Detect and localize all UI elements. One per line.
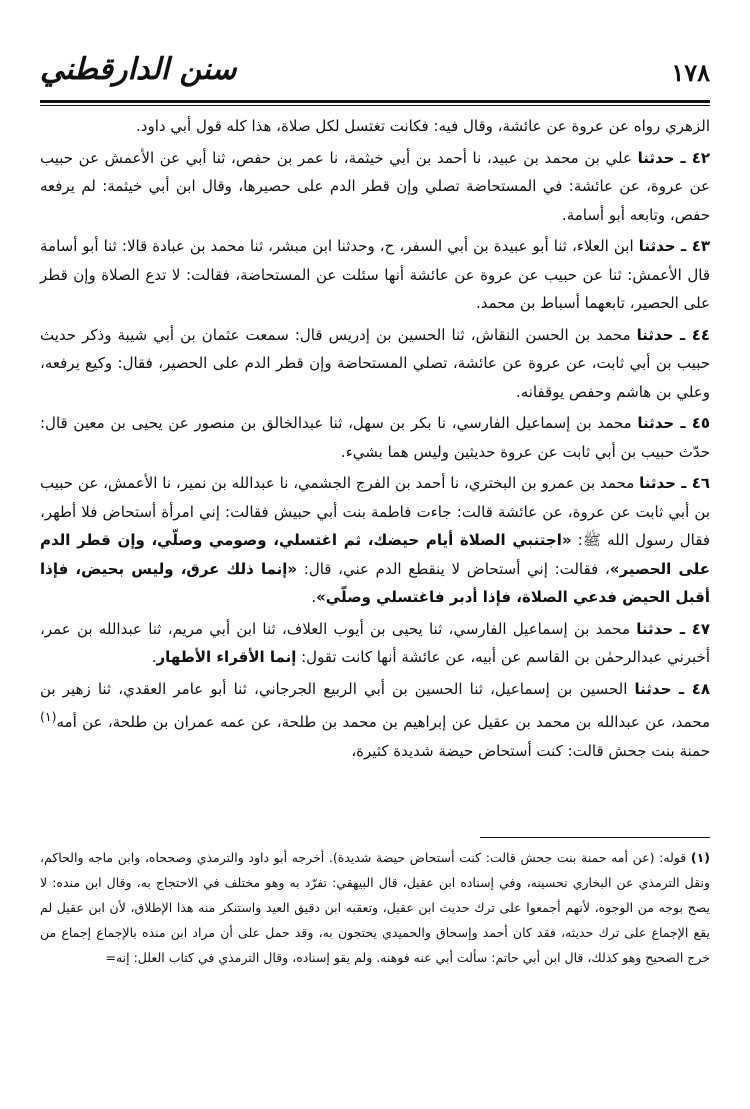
hadith-number: ٤٣ ـ حدثنا — [638, 237, 710, 255]
hadith-text: الحسين بن إسماعيل، ثنا الحسين بن أبي الربيع الجرجاني، ثنا أبو عامر العقدي، ثنا زهير بن محمد، عن عبدالله بن محمد بن عقيل عن إبراهيم بن محمد بن طلحة، عن عمه عمران بن طلحة، عن أمه — [40, 679, 710, 731]
footnote-marker: (١) — [690, 850, 710, 865]
hadith-number: ٤٢ ـ حدثنا — [637, 148, 710, 167]
hadith-text: حمنة بنت جحش قالت: كنت أستحاض حيضة شديدة كثيرة، — [351, 741, 710, 760]
hadith-number: ٤٦ ـ حدثنا — [639, 474, 711, 492]
hadith-text: محمد بن إسماعيل الفارسي، نا بكر بن سهل، ثنا عبدالخالق بن منصور عن يحيى بن معين قال: حدّث حبيب بن أبي ثابت عن عروة حديثين وليس هما بشيء. — [40, 414, 710, 461]
page-header — [40, 48, 710, 110]
hadith-text: محمد بن إسماعيل الفارسي، ثنا يحيى بن أيوب العلاف، ثنا ابن أبي مريم، ثنا عبدالله بن عمر، أخبرني عبدالرحمٰن بن القاسم عن أبيه، عن عائشة أنها كانت تقول: — [40, 619, 710, 666]
book-title: سنن الدارقطني — [40, 52, 237, 87]
header-rule — [40, 100, 710, 106]
prophetic-quote: «إنما ذلك عرق، وليس بحيض، فإذا أقبل الحيض فدعي الصلاة، فإذا أدبر فاغتسلي وصلّي» — [40, 559, 710, 606]
prophetic-quote: «اجتنبي الصلاة أيام حيضك، ثم اغتسلي، وصومي وصلّي، وإن قطر الدم على الحصير» — [40, 531, 710, 578]
hadith-text: محمد بن الحسن النقاش، ثنا الحسين بن إدريس قال: سمعت عثمان بن أبي شيبة وذكر حديث حبيب بن أبي ثابت، عن عروة عن عائشة، تصلي المستحاضة وإن قطر الدم على الحصير، فقال: وكيع يرفعه، وعلي بن هاشم وحفص يوقفانه. — [40, 325, 710, 401]
footnote — [40, 845, 710, 970]
hadith-text: علي بن محمد بن عبيد، نا أحمد بن أبي خيثمة، نا عمر بن حفص، ثنا أبي عن الأعمش عن حبيب عن عروة، عن عائشة: في المستحاضة تصلي وإن قطر الدم على حصيرها، وقال ابن أبي خيثمة: لم يرفعه حفص، وتابعه أبو أسامة. — [40, 148, 710, 224]
footnote-text: قوله: (عن أمه حمنة بنت جحش قالت: كنت أستحاض حيضة شديدة). أخرجه أبو داود والترمذي وصححاه، وابن ماجه والحاكم، ونقل الترمذي عن البخاري تحسينه، وفي إسناده ابن عقيل، قال البيهقي: تفرّد به وهو مختلف في الاحتجاج به، وقال ابن منده: لا يصح بوجه من الوجوه، لأنهم أجمعوا على ترك حديث ابن عقيل، وتعقبه ابن دقيق العيد واستنكر منه هذا الإطلاق، لأن ابن عقيل لم يقع الإجماع على ترك حديثه، فقد كان أحمد وإسحاق والحميدي يحتجون به، وقد حمل على أن مراد ابن منده بالإجماع إجماع من خرج الصحيح وهو كذلك، قال ابن أبي حاتم: سألت أبي عنه فوهنه. ولم يقو إسناده، وقال الترمذي في كتاب العلل: إنه= — [40, 850, 710, 965]
main-text — [40, 112, 710, 768]
hadith-47 — [40, 615, 710, 672]
quote-text: إنما الأقراء الأطهار — [156, 648, 297, 666]
hadith-text: ابن العلاء، ثنا أبو عبيدة بن أبي السفر، ح، وحدثنا ابن مبشر، ثنا محمد بن عبادة قالا: ثنا أبو أسامة قال الأعمش: ثنا عن حبيب عن عروة عن عائشة أنها سئلت عن المستحاضة، فقالت: لا تدع الصلاة وإن قطر على الحصير، تابعهما أسباط بن محمد. — [40, 237, 710, 312]
footnote-paragraph — [40, 845, 710, 970]
hadith-48 — [40, 675, 710, 766]
page-number: ١٧٨ — [671, 58, 710, 87]
hadith-number: ٤٨ ـ حدثنا — [634, 679, 711, 698]
hadith-text: ، فقالت: إني أستحاض لا ينقطع الدم عني، قال: — [297, 559, 610, 578]
footnote-rule — [480, 837, 710, 838]
footnote-reference[interactable]: (١) — [40, 709, 57, 724]
hadith-44 — [40, 321, 710, 407]
paragraph-text: الزهري رواه عن عروة عن عائشة، وقال فيه: فكانت تغتسل لكل صلاة، هذا كله قول أبي داود. — [136, 117, 710, 135]
hadith-number: ٤٤ ـ حدثنا — [636, 325, 710, 344]
hadith-text: محمد بن عمرو بن البختري، نا أحمد بن الفرج الجشمي، نا عبدالله بن نمير، نا الأعمش، عن حبيب بن أبي ثابت عن عروة، عن عائشة قالت: جاءت فاطمة بنت أبي حبيش فقالت: إني امرأة أستحاض فلا أطهر، فقال رسول الله ﷺ: — [40, 474, 710, 549]
hadith-42 — [40, 144, 710, 230]
hadith-45 — [40, 409, 710, 466]
hadith-number: ٤٧ ـ حدثنا — [636, 619, 710, 638]
paragraph-intro — [40, 112, 710, 141]
hadith-number: ٤٥ ـ حدثنا — [637, 414, 710, 432]
hadith-text: . — [311, 588, 317, 606]
hadith-text: . — [151, 648, 157, 666]
hadith-43 — [40, 232, 710, 318]
hadith-46 — [40, 469, 710, 612]
